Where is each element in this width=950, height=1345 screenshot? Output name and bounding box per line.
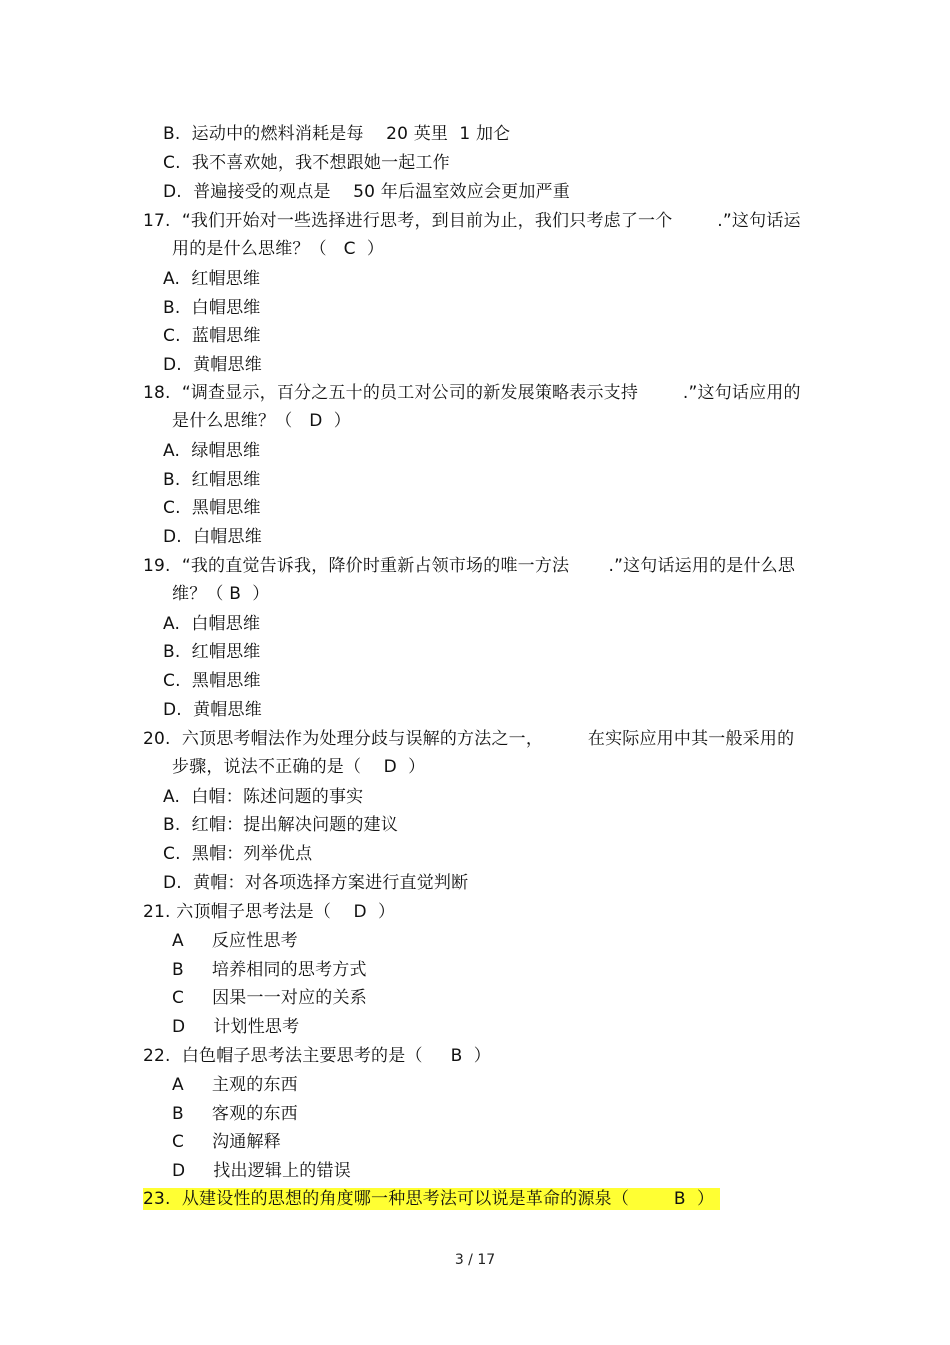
- q16-option-b: B. 运动中的燃料消耗是每 20 英里 1 加仑: [163, 124, 511, 144]
- q21-option-d: D 计划性思考: [172, 1017, 300, 1037]
- q18-option-d: D. 白帽思维: [163, 527, 262, 547]
- q20-stem: 20. 六顶思考帽法作为处理分歧与误解的方法之一， 在实际应用中其一般采用的: [143, 729, 795, 749]
- page-number: 3 / 17: [454, 1252, 496, 1268]
- q19-stem: 19. “我的直觉告诉我，降价时重新占领市场的唯一方法 .”这句话运用的是什么思: [143, 556, 796, 576]
- q23-stem-highlighted: 23. 从建设性的思想的角度哪一种思考法可以说是革命的源泉（ B ）: [143, 1188, 720, 1210]
- q19-option-b: B. 红帽思维: [163, 642, 261, 662]
- q20-option-b: B. 红帽：提出解决问题的建议: [163, 815, 399, 835]
- q21-option-c: C 因果一一对应的关系: [172, 988, 367, 1008]
- q21-option-b: B 培养相同的思考方式: [172, 960, 367, 980]
- q20-option-a: A. 白帽：陈述问题的事实: [163, 787, 364, 807]
- q17-stem: 17. “我们开始对一些选择进行思考，到目前为止，我们只考虑了一个 .”这句话运: [143, 211, 801, 231]
- q21-option-a: A 反应性思考: [172, 931, 298, 951]
- q21-stem: 21. 六顶帽子思考法是（ D ）: [143, 902, 396, 922]
- q16-option-c: C. 我不喜欢她，我不想跟她一起工作: [163, 153, 450, 173]
- q17-option-c: C. 蓝帽思维: [163, 326, 261, 346]
- q18-option-b: B. 红帽思维: [163, 470, 261, 490]
- q19-stem-cont: 维？（ B ）: [172, 584, 270, 604]
- q22-option-a: A 主观的东西: [172, 1075, 298, 1095]
- q18-option-a: A. 绿帽思维: [163, 441, 261, 461]
- q19-option-d: D. 黄帽思维: [163, 700, 262, 720]
- q22-stem: 22. 白色帽子思考法主要思考的是（ B ）: [143, 1046, 491, 1066]
- q17-option-a: A. 红帽思维: [163, 269, 261, 289]
- q19-option-a: A. 白帽思维: [163, 614, 261, 634]
- q22-option-d: D 找出逻辑上的错误: [172, 1161, 351, 1181]
- q20-option-c: C. 黑帽：列举优点: [163, 844, 313, 864]
- q22-option-c: C 沟通解释: [172, 1132, 281, 1152]
- q18-option-c: C. 黑帽思维: [163, 498, 261, 518]
- q22-option-b: B 客观的东西: [172, 1104, 298, 1124]
- q16-option-d: D. 普遍接受的观点是 50 年后温室效应会更加严重: [163, 182, 570, 202]
- q17-stem-cont: 用的是什么思维？（ C ）: [172, 239, 385, 259]
- q20-option-d: D. 黄帽：对各项选择方案进行直觉判断: [163, 873, 469, 893]
- q19-option-c: C. 黑帽思维: [163, 671, 261, 691]
- q18-stem-cont: 是什么思维？（ D ）: [172, 411, 351, 431]
- q17-option-d: D. 黄帽思维: [163, 355, 262, 375]
- q20-stem-cont: 步骤，说法不正确的是（ D ）: [172, 757, 426, 777]
- q17-option-b: B. 白帽思维: [163, 298, 261, 318]
- q18-stem: 18. “调查显示，百分之五十的员工对公司的新发展策略表示支持 .”这句话应用的: [143, 383, 801, 403]
